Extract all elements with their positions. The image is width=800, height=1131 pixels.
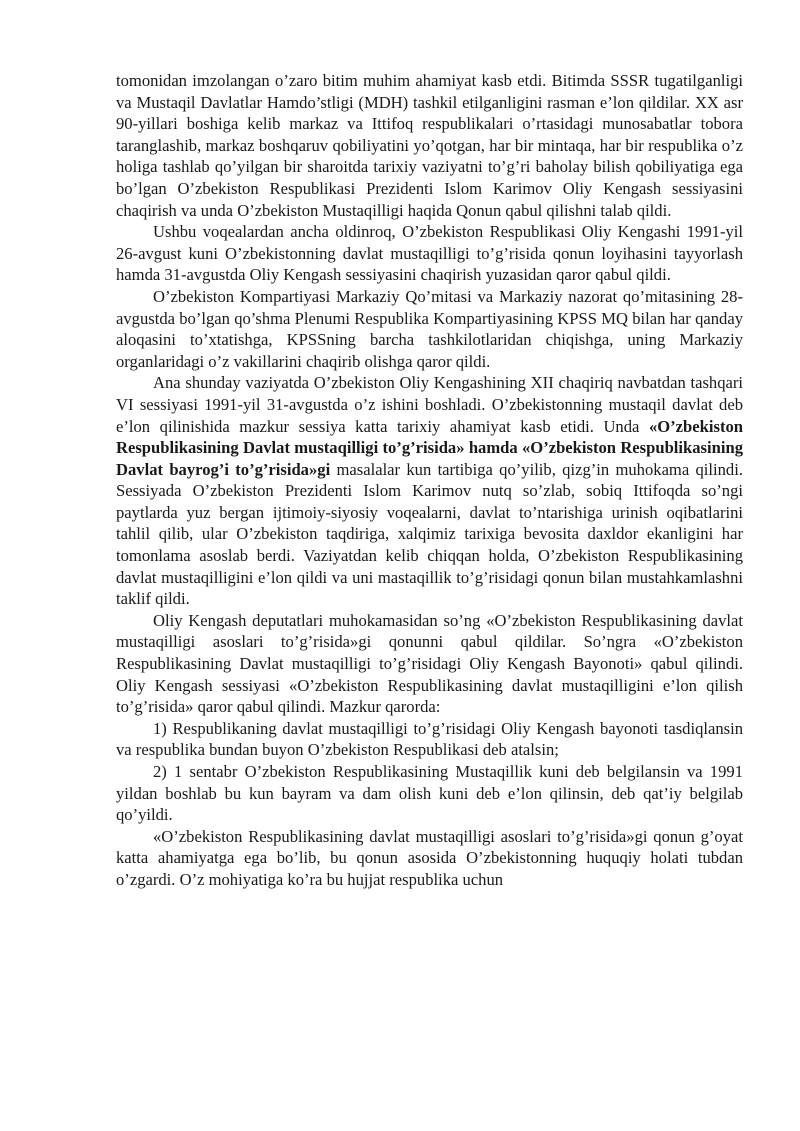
list-item-1: 1) Respublikaning davlat mustaqilligi to’g’risidagi Oliy Kengash bayonoti tasdiqlansin va respublika bundan buyon O’zbekiston Respublikasi deb atalsin; bbox=[116, 718, 743, 760]
paragraph-4-text-start: Ana shunday vaziyatda O’zbekiston Oliy Kengashining XII chaqiriq navbatdan tashqari VI sessiyasi 1991-yil 31-avgustda o’z ishini boshladi. O’zbekistonning mustaqil davlat deb e’lon qilinishida mazkur sessiya katta tarixiy ahamiyat kasb etidi. Unda bbox=[116, 373, 743, 436]
paragraph-3: O’zbekiston Kompartiyasi Markaziy Qo’mitasi va Markaziy nazorat qo’mitasining 28-avgustda bo’lgan qo’shma Plenumi Respublika Kompartiyasining KPSS MQ bilan har qanday aloqasini to’xtatishga, KPSSning barcha tashkilotlaridan chiqishga, uning Markaziy organlaridagi o’z vakillarini chaqirib olishga qaror qildi. bbox=[116, 286, 743, 371]
paragraph-8: «O’zbekiston Respublikasining davlat mustaqilligi asoslari to’g’risida»gi qonun g’oyat katta ahamiyatga ega bo’lib, bu qonun asosida O’zbekistonning huquqiy holati tubdan o’zgardi. O’z mohiyatiga ko’ra bu hujjat respublika uchun bbox=[116, 826, 743, 889]
paragraph-5: Oliy Kengash deputatlari muhokamasidan so’ng «O’zbekiston Respublikasining davlat mustaqilligi asoslari to’g’risida»gi qonunni qabul qildilar. So’ngra «O’zbekiston Respublikasining Davlat mustaqilligi to’g’risidagi Oliy Kengash Bayonoti» qabul qilindi. Oliy Kengash sessiyasi «O’zbekiston Respublikasining davlat mustaqilligini e’lon qilish to’g’risida» qaror qabul qilindi. Mazkur qarorda: bbox=[116, 610, 743, 717]
paragraph-4-text-end: masalalar kun tartibiga qo’yilib, qizg’in muhokama qilindi. Sessiyada O’zbekiston Prezidenti Islom Karimov nutq so’zlab, sobiq Ittifoqda so’ngi paytlarda yuz bergan ijtimoiy-siyosiy voqealarni, davlat to’ntarishiga urinish oqibatlarini tahlil qilib, ular O’zbekiston taqdiriga, xalqimiz tarixiga bevosita daxldor ekanligini har tomonlama asoslab berdi. Vaziyatdan kelib chiqqan holda, O’zbekiston Respublikasining davlat mustaqilligini e’lon qildi va uni mastaqillik to’g’risidagi qonun bilan mustahkamlashni taklif qildi. bbox=[116, 459, 743, 609]
paragraph-2: Ushbu voqealardan ancha oldinroq, O’zbekiston Respublikasi Oliy Kengashi 1991-yil 26-avgust kuni O’zbekistonning davlat mustaqilligi to’g’risida qonun loyihasini tayyorlash hamda 31-avgustda Oliy Kengash sessiyasini chaqirish yuzasidan qaror qabul qildi. bbox=[116, 222, 743, 285]
paragraph-continuation: tomonidan imzolangan o’zaro bitim muhim ahamiyat kasb etdi. Bitimda SSSR tugatilganligi va Mustaqil Davlatlar Hamdo’stligi (MDH) tashkil etilganligini rasman e’lon qildilar. XX asr 90-yillari boshiga kelib markaz va Ittifoq respublikalari o’rtasidagi munosabatlar tobora taranglashib, markaz boshqaruv qobiliyatini yo’qotgan, har bir mintaqa, har bir respublika o’z holiga tashlab qo’yilgan bir sharoitda tarixiy vaziyatni to’g’ri baholay bilish qobiliyatiga ega bo’lgan O’zbekiston Respublikasi Prezidenti Islom Karimov Oliy Kengash sessiyasini chaqirish va unda O’zbekiston Mustaqilligi haqida Qonun qabul qilishni talab qildi. bbox=[116, 71, 743, 220]
list-item-2: 2) 1 sentabr O’zbekiston Respublikasining Mustaqillik kuni deb belgilansin va 1991 yildan boshlab bu kun bayram va dam olish kuni deb e’lon qilinsin, deb qat’iy belgilab qo’yildi. bbox=[116, 762, 743, 825]
document-page bbox=[116, 70, 743, 891]
paragraph-4 bbox=[116, 372, 743, 610]
paragraph-4-bold-law-titles: «O’zbekiston Respublikasining Davlat mustaqilligi to’g’risida» hamda «O’zbekiston Respublikasining Davlat bayrog’i to’g’risida»gi bbox=[116, 416, 743, 479]
